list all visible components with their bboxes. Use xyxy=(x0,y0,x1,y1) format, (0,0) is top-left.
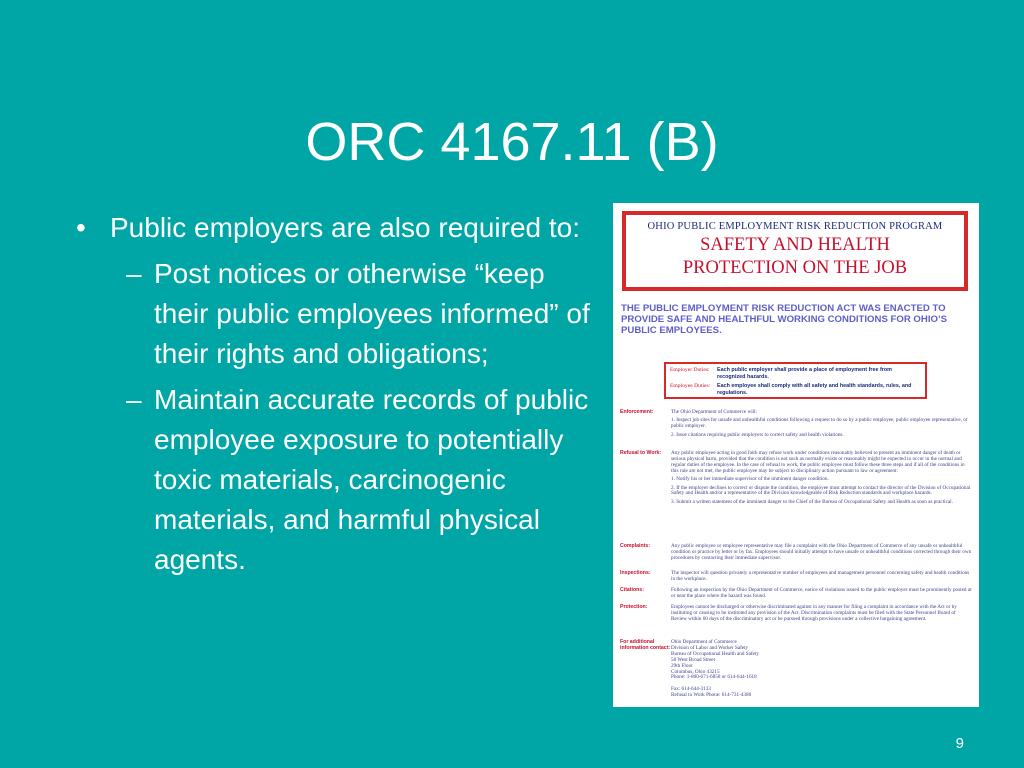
poster-section-complaints xyxy=(620,544,972,562)
poster-duties-box xyxy=(664,362,927,399)
duty-text: Each public employer shall provide a place of employment free from recognized hazards. xyxy=(717,367,892,380)
duty-row xyxy=(670,383,921,396)
poster-header-box xyxy=(622,211,968,291)
section-paragraph: The Ohio Department of Commerce will: xyxy=(671,409,758,415)
section-label: Inspections: xyxy=(620,570,651,576)
section-text: Following an inspection by the Ohio Department of Commerce, notice of violations issued to the public employer must be prominently posted at or near the place where the hazard was found. xyxy=(671,587,972,599)
section-text: Ohio Department of Commerce Division of Labor and Worker Safety Bureau of Occupational Health and Safety 50 West Broad Street 29th Floor Columbus, Ohio 43215 Phone: 1-800-671-6858 or 614-644-1618 Fax: 614-644-3133 Refusal to Work Phone: 614-731-4380 xyxy=(671,639,760,699)
poster-section-inspections xyxy=(620,571,972,583)
section-paragraph: Any public employee acting in good faith may refuse work under conditions reasonably believed to present an imminent danger of death or serious physical harm, provided that the condition is not such as normally exists or reasonably might be expected to occur in the normal and regular duties of the employee. In the case of refusal to work, the public employee must follow these three steps and if all of the conditions in this rule are not met, the public employee may be subject to disciplinary action pursuant to law or agreement: xyxy=(671,450,965,474)
bullet-item xyxy=(76,208,606,248)
subbullet-item xyxy=(76,254,606,374)
poster-section-contact xyxy=(620,640,972,699)
duty-row xyxy=(670,367,921,380)
section-label: Citations: xyxy=(620,587,644,593)
bullet-text: Public employers are also required to: xyxy=(110,212,581,243)
slide-title: ORC 4167.11 (B) xyxy=(305,112,719,172)
poster-headline-1: SAFETY AND HEALTH xyxy=(700,235,890,255)
safety-poster-image xyxy=(613,203,979,707)
poster-headline-2: PROTECTION ON THE JOB xyxy=(682,258,908,278)
section-text xyxy=(671,410,972,441)
bullet-list xyxy=(76,208,606,586)
section-label: Protection: xyxy=(620,604,648,610)
section-label: For additional information contact: xyxy=(620,639,671,651)
section-text: The inspector will question privately a representative number of employees and management personnel concerning safety and health conditions in the workplace. xyxy=(671,570,970,582)
section-paragraph: 1. Inspect job sites for unsafe and unhealthful conditions following a request to do so by a public employee, public employee representative, or public employer. xyxy=(671,417,968,430)
poster-section-citations xyxy=(620,588,972,600)
poster-section-enforcement xyxy=(620,410,972,441)
page-number: 9 xyxy=(955,735,964,752)
poster-program-name: OHIO PUBLIC EMPLOYMENT RISK REDUCTION PROGRAM xyxy=(647,221,943,232)
section-label: Refusal to Work: xyxy=(620,450,662,456)
section-label: Complaints: xyxy=(620,543,650,549)
section-label: Enforcement: xyxy=(620,409,654,415)
duty-label: Employer Duties: xyxy=(670,367,710,373)
subbullet-text: Post notices or otherwise “keep their public employees informed” of their rights and obligations; xyxy=(154,258,590,369)
section-paragraph: 2. If the employer declines to correct or dispute the condition, the employee must attempt to contact the director of the Division of Occupational Safety and Health and/or a representative of the Division knowledgeable of Risk Reduction standards and workplace hazards. xyxy=(671,484,971,497)
section-paragraph: 3. Submit a written statement of the imminent danger to the Chief of the Bureau of Occupational Safety and Health as soon as practical. xyxy=(671,498,953,505)
poster-act-statement: THE PUBLIC EMPLOYMENT RISK REDUCTION ACT WAS ENACTED TO PROVIDE SAFE AND HEALTHFUL WORKING CONDITIONS FOR OHIO’S PUBLIC EMPLOYEES. xyxy=(621,303,948,336)
subbullet-item xyxy=(76,380,606,580)
dash-glyph: – xyxy=(126,258,142,289)
poster-section-refusal xyxy=(620,451,972,508)
section-paragraph: 1. Notify his or her immediate supervisor of the imminent danger condition. xyxy=(671,476,829,483)
duty-label: Employee Duties: xyxy=(670,383,711,389)
poster-section-protection xyxy=(620,605,972,623)
subbullet-list xyxy=(76,254,606,580)
section-paragraph: 2. Issue citations requiring public employers to correct safety and health violations. xyxy=(671,431,844,438)
dash-glyph: – xyxy=(126,384,142,415)
subbullet-text: Maintain accurate records of public employee exposure to potentially toxic materials, carcinogenic materials, and harmful physical agents. xyxy=(154,384,589,575)
section-text: Any public employee or employee representative may file a complaint with the Ohio Department of Commerce of any unsafe or unhealthful condition or practice by letter or by fax. Employees should initially attempt to have unsafe or unhealthful conditions corrected through their own procedures by contacting their immediate supervisor. xyxy=(671,543,972,561)
section-text: Employees cannot be discharged or otherwise discriminated against in any manner for filing a complaint in accordance with the Act or by instituting or causing to be instituted any provision of the Act. Discrimination complaints must be filed with the State Personnel Board of Review within 60 days of the discriminatory act or be pursued through provisions under a collective bargaining agreement. xyxy=(671,604,957,622)
duty-text: Each employee shall comply with all safety and health standards, rules, and regulations. xyxy=(717,383,912,396)
bullet-glyph: • xyxy=(76,212,86,243)
section-text xyxy=(671,451,972,508)
